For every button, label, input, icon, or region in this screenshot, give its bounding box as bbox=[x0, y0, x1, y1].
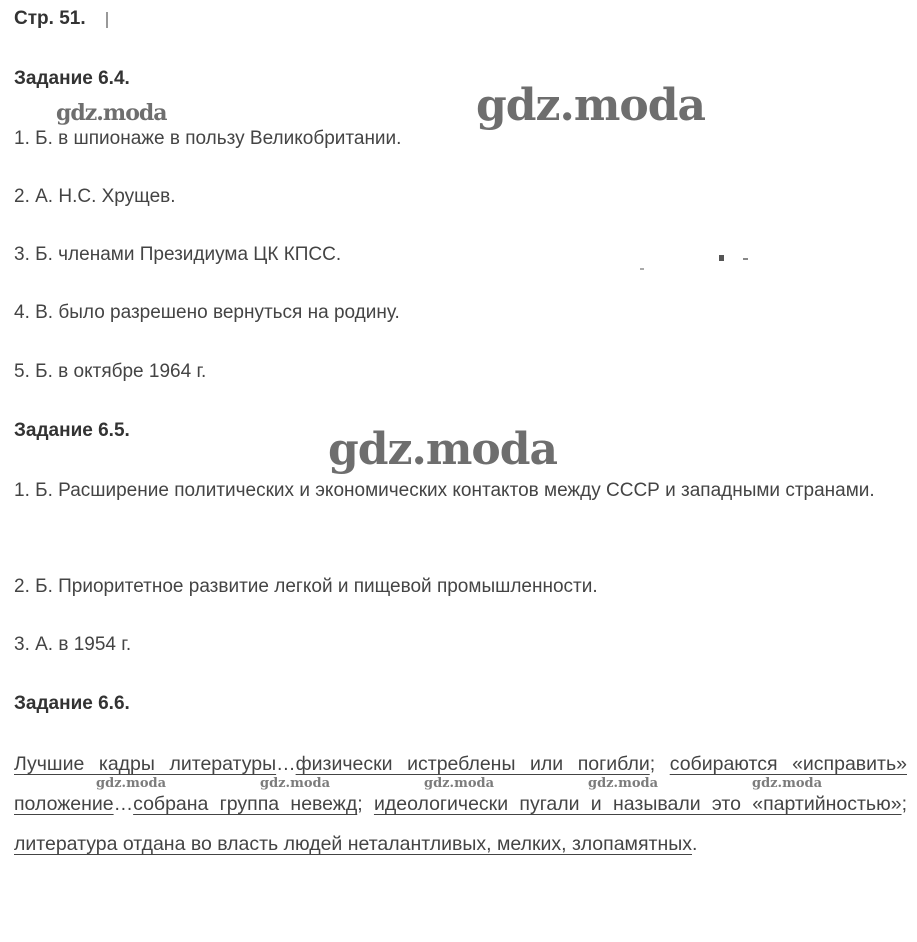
answer-6-4-5: 5. Б. в октябре 1964 г. bbox=[14, 361, 207, 382]
answer-6-5-2: 2. Б. Приоритетное развитие легкой и пищевой промышленности. bbox=[14, 576, 598, 597]
quote-fragment: Лучшие кадры литературы bbox=[14, 753, 277, 775]
watermark-small: gdz.moda bbox=[588, 776, 659, 791]
watermark-small: gdz.moda bbox=[96, 776, 167, 791]
answer-6-4-2: 2. А. Н.С. Хрущев. bbox=[14, 186, 176, 207]
quote-ellipsis: … bbox=[113, 793, 134, 815]
section-title-6-4: Задание 6.4. bbox=[14, 68, 130, 89]
scan-speck bbox=[743, 258, 748, 260]
quote-fragment: собрана группа невежд bbox=[133, 793, 358, 815]
answer-6-5-3: 3. А. в 1954 г. bbox=[14, 634, 132, 655]
scan-speck bbox=[640, 268, 644, 270]
quote-separator: ; bbox=[901, 793, 907, 815]
quote-fragment: физически истреблены или погибли bbox=[295, 753, 650, 775]
page-header: Стр. 51. bbox=[14, 8, 86, 29]
answer-6-4-4: 4. В. было разрешено вернуться на родину. bbox=[14, 302, 400, 323]
quote-separator: ; bbox=[649, 753, 670, 775]
watermark-large: gdz.moda bbox=[328, 424, 558, 475]
answer-6-5-1: 1. Б. Расширение политических и экономических контактов между СССР и западными странами. bbox=[14, 480, 875, 501]
watermark-small: gdz.moda bbox=[260, 776, 331, 791]
watermark-small: gdz.moda bbox=[752, 776, 823, 791]
scan-speck bbox=[106, 12, 108, 28]
quote-fragment: идеологически пугали и называли это «партийностью» bbox=[373, 793, 902, 815]
answer-6-4-3: 3. Б. членами Президиума ЦК КПСС. bbox=[14, 244, 342, 265]
quote-fragment: литература отдана во власть людей неталантливых, мелких, злопамятных bbox=[14, 833, 692, 855]
quote-fragment: собираются «исправить» положение bbox=[14, 753, 907, 815]
quote-period: . bbox=[691, 833, 698, 855]
quote-ellipsis: … bbox=[276, 753, 296, 775]
watermark-large: gdz.moda bbox=[476, 80, 706, 131]
section-title-6-6: Задание 6.6. bbox=[14, 693, 130, 714]
quote-paragraph bbox=[14, 744, 907, 864]
section-title-6-5: Задание 6.5. bbox=[14, 420, 130, 441]
watermark-small: gdz.moda bbox=[424, 776, 495, 791]
quote-separator: ; bbox=[357, 793, 374, 815]
answer-6-4-1: 1. Б. в шпионаже в пользу Великобритании. bbox=[14, 128, 402, 149]
watermark-medium: gdz.moda bbox=[56, 100, 167, 126]
scan-speck bbox=[719, 255, 724, 261]
